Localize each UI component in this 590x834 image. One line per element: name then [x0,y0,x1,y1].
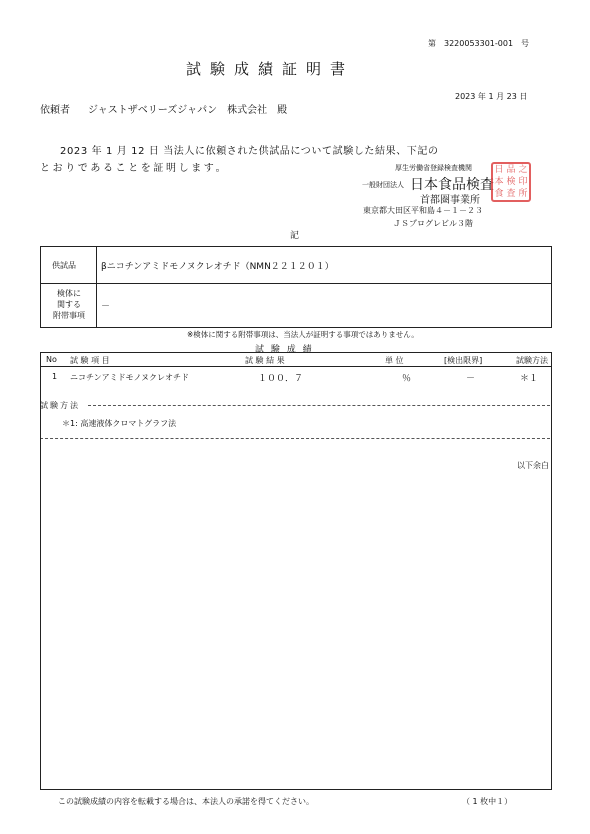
attached-label-line: 附帯事項 [53,311,85,320]
seal-char: 品 [506,165,516,175]
registration-text: 厚生労働省登録検査機関 [395,164,472,172]
col-item: 試 験 項 目 [70,356,110,365]
seal-char: 所 [518,189,528,199]
col-result: 試 験 結 果 [245,356,285,365]
seal-char: 本 [494,177,504,187]
seal-char: 検 [506,177,516,187]
document-title: 試験成績証明書 [186,60,355,78]
col-no: No [46,355,57,364]
intro-line-2: とおりであることを証明します。 [40,163,229,174]
sample-value: βニコチンアミドモノヌクレオチド（NMN２２１２０１） [101,262,334,272]
seal-char: 印 [518,177,528,187]
client-label: 依頼者 [40,105,70,116]
row-result: １００．７ [258,374,304,384]
row-limit: － [466,374,476,384]
issuer-name: 日本食品検査 [410,177,494,193]
footer-notice: この試験成績の内容を転載する場合は、本法人の承諾を得てください。 [58,797,314,806]
client-name: ジャストザベリーズジャパン 株式会社 殿 [88,105,288,116]
methods-heading: 試験方法 [40,401,80,410]
corp-prefix: 一般財団法人 [362,181,404,189]
seal-char: 査 [506,189,516,199]
issue-date: 2023 年 1 月 23 日 [455,92,528,101]
col-unit: 単 位 [385,356,404,365]
attached-label-line: 検体に [57,289,81,298]
issuer-building: ＪＳプログレビル３階 [393,219,473,228]
seal-char: 日 [494,165,504,175]
row-no: 1 [52,372,58,381]
ki-heading: 記 [290,231,300,241]
intro-line-1: 2023 年 1 月 12 日 当法人に依頼された供試品について試験した結果、下記の [60,146,439,157]
attached-label-line: 関する [57,300,81,309]
col-limit: [検出限界] [444,356,483,365]
page-indicator: （ 1 枚中１） [462,797,513,806]
sample-label: 供試品 [52,261,76,270]
attached-label [50,288,88,321]
certificate-number: 第 3220053301-001 号 [428,39,530,48]
row-unit: ％ [402,374,412,384]
attached-value: － [101,302,111,312]
issuer-office: 首都圏事業所 [420,195,480,206]
official-seal [491,162,531,202]
method-item: ＊1: 高速液体クロマトグラフ法 [62,419,177,428]
col-method: 試験方法 [516,356,548,365]
seal-char: 之 [518,165,528,175]
end-text: 以下余白 [517,461,549,470]
results-heading: 試 験 成 績 [255,345,314,355]
row-method: ＊１ [520,374,539,384]
attached-note: ※検体に関する附帯事項は、当法人が証明する事項ではありません。 [187,330,419,339]
row-item: ニコチンアミドモノヌクレオチド [70,373,189,382]
seal-char: 食 [494,189,504,199]
issuer-address: 東京都大田区平和島４－１－２３ [363,206,483,215]
